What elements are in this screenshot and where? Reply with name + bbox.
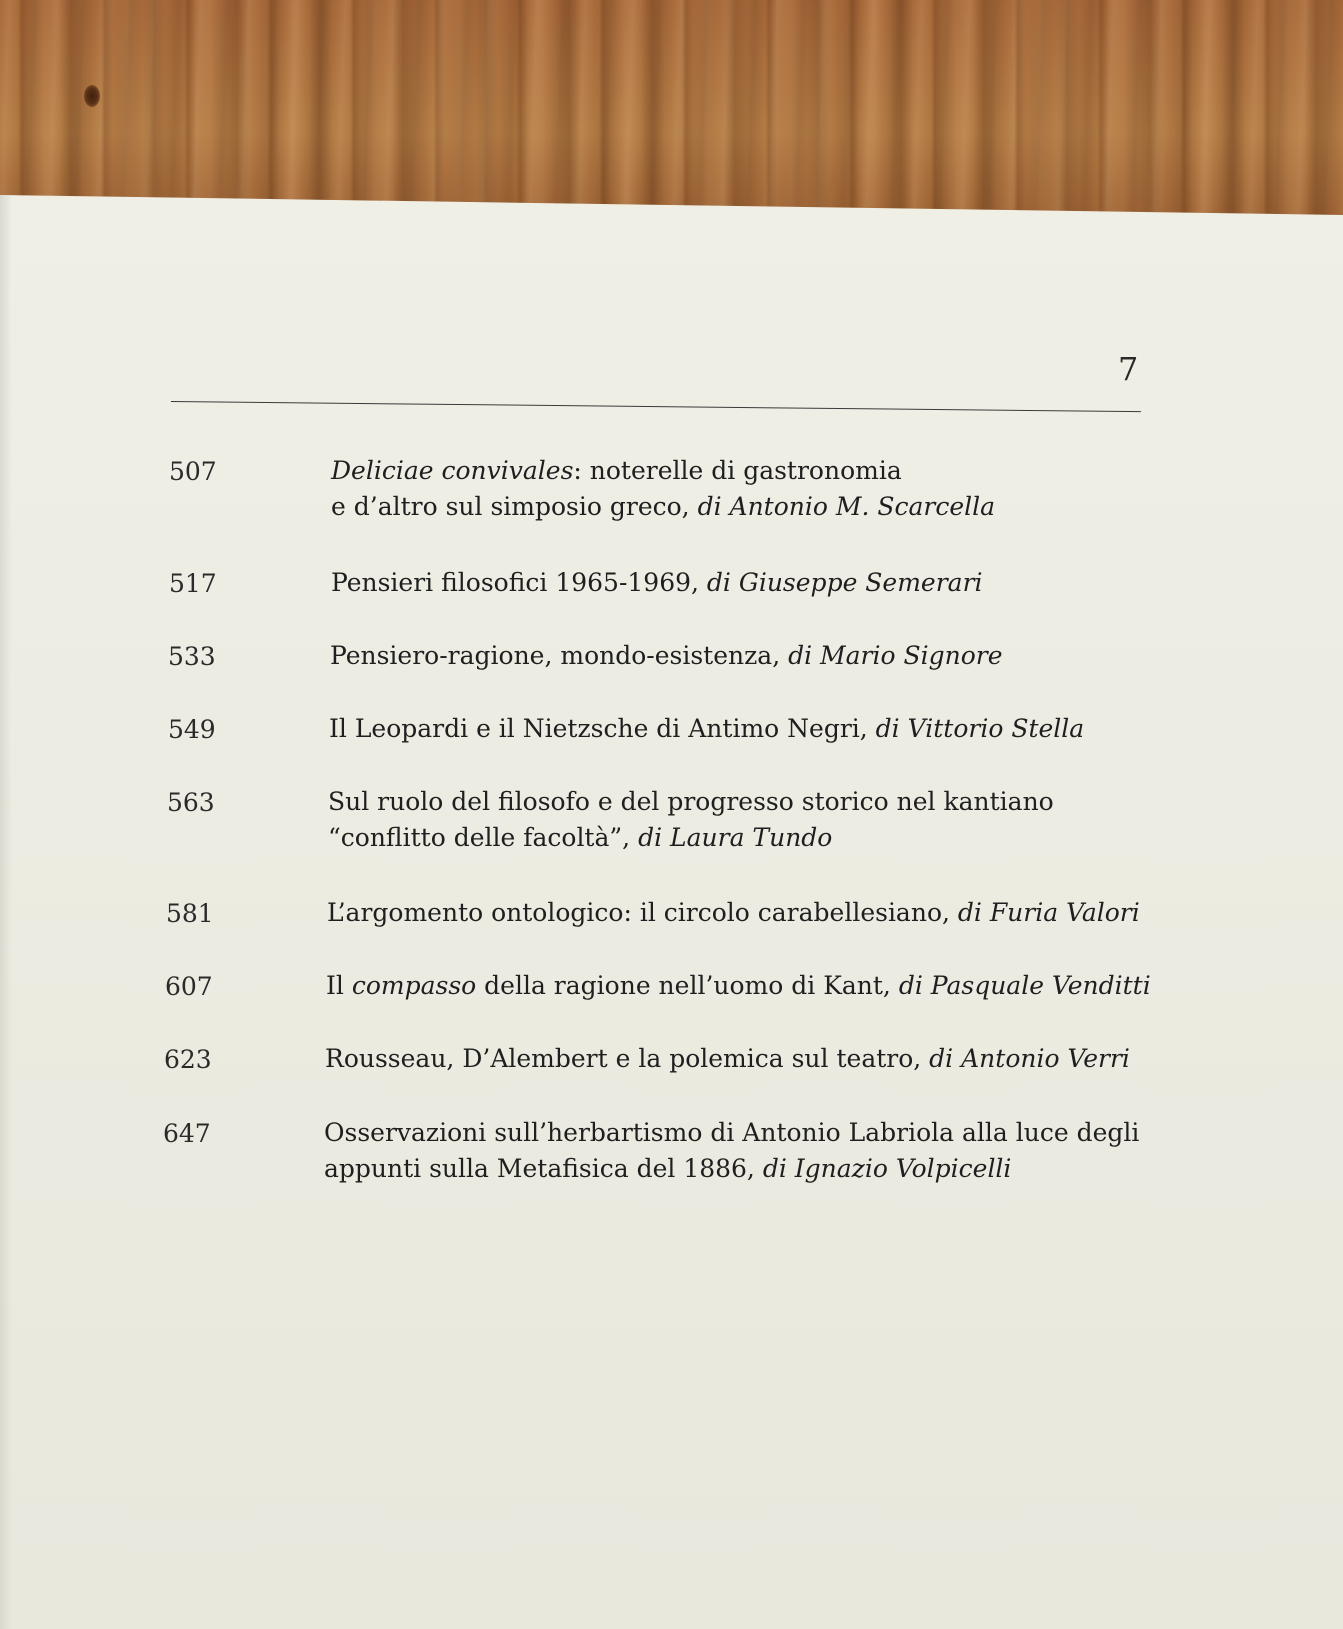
toc-entry-page-number: 607 xyxy=(165,972,213,1001)
toc-entry-title xyxy=(325,1041,1130,1077)
toc-entry-page-number: 647 xyxy=(163,1119,211,1148)
toc-entry-title xyxy=(324,1115,1139,1187)
toc-entry-text: e d’altro sul simposio greco, xyxy=(331,492,698,521)
toc-entry-line xyxy=(324,1151,1139,1187)
toc-entry-text: Sul ruolo del filosofo e del progresso storico nel kantiano xyxy=(328,787,1054,816)
toc-entry-text: della ragione nell’uomo di Kant, xyxy=(476,971,899,1000)
toc-entry-line xyxy=(324,1115,1139,1151)
toc-entry-title xyxy=(326,968,1151,1004)
toc-entry-text: “conflitto delle facoltà”, xyxy=(328,823,639,852)
toc-entry-italic-text: di Antonio Verri xyxy=(929,1044,1130,1073)
toc-entry-title xyxy=(331,453,995,525)
toc-entry-line xyxy=(326,968,1151,1004)
toc-entry-text: : noterelle di gastronomia xyxy=(573,456,902,485)
toc-entry-title xyxy=(329,711,1084,747)
toc-entry-line xyxy=(328,784,1054,820)
toc-entry-text: appunti sulla Metafisica del 1886, xyxy=(324,1154,763,1183)
toc-entry-page-number: 563 xyxy=(167,788,215,817)
toc-entry-text: Rousseau, D’Alembert e la polemica sul teatro, xyxy=(325,1044,930,1073)
toc-entry-page-number: 507 xyxy=(169,457,217,486)
toc-entry-page-number: 517 xyxy=(169,569,217,598)
toc-entry-line xyxy=(330,638,1003,674)
toc-entry-italic-text: di Ignazio Volpicelli xyxy=(762,1154,1012,1183)
toc-entry-text: Pensiero-ragione, mondo-esistenza, xyxy=(330,641,789,670)
toc-entry-italic-text: Deliciae convivales xyxy=(331,456,574,485)
toc-entry-text: L’argomento ontologico: il circolo carabellesiano, xyxy=(327,898,958,927)
toc-entry-title xyxy=(330,638,1003,674)
toc-entry-page-number: 549 xyxy=(168,715,216,744)
toc-entry-line xyxy=(327,895,1140,931)
toc-entry-italic-text: compasso xyxy=(351,971,477,1000)
toc-entry-line xyxy=(328,820,1054,856)
toc-entry-italic-text: di Antonio M. Scarcella xyxy=(697,492,996,521)
toc-entry-line xyxy=(331,565,983,601)
toc-entry-line xyxy=(331,453,995,489)
toc-entry-line xyxy=(329,711,1084,747)
toc-entry-italic-text: di Vittorio Stella xyxy=(875,714,1085,743)
toc-entry-line xyxy=(331,489,995,525)
toc-entry-title xyxy=(331,565,983,601)
toc-entry-italic-text: di Mario Signore xyxy=(788,641,1003,670)
toc-entry-italic-text: di Furia Valori xyxy=(957,898,1140,927)
toc-entry-italic-text: di Laura Tundo xyxy=(638,823,833,852)
toc-entry-title xyxy=(327,895,1140,931)
page-number: 7 xyxy=(1118,350,1139,388)
toc-entry-italic-text: di Giuseppe Semerari xyxy=(706,568,983,597)
toc-entry-text: Pensieri filosofici 1965-1969, xyxy=(331,568,707,597)
toc-entry-line xyxy=(325,1041,1130,1077)
toc-entry-text: Il Leopardi e il Nietzsche di Antimo Negri, xyxy=(329,714,876,743)
toc-entry-page-number: 581 xyxy=(166,899,214,928)
toc-entry-page-number: 623 xyxy=(164,1045,212,1074)
toc-entry-title xyxy=(328,784,1054,856)
toc-entry-italic-text: di Pasquale Venditti xyxy=(898,971,1151,1000)
toc-entry-text: Il xyxy=(326,971,352,1000)
toc-entry-text: Osservazioni sull’herbartismo di Antonio Labriola alla luce degli xyxy=(324,1118,1140,1147)
toc-entry-page-number: 533 xyxy=(168,642,216,671)
